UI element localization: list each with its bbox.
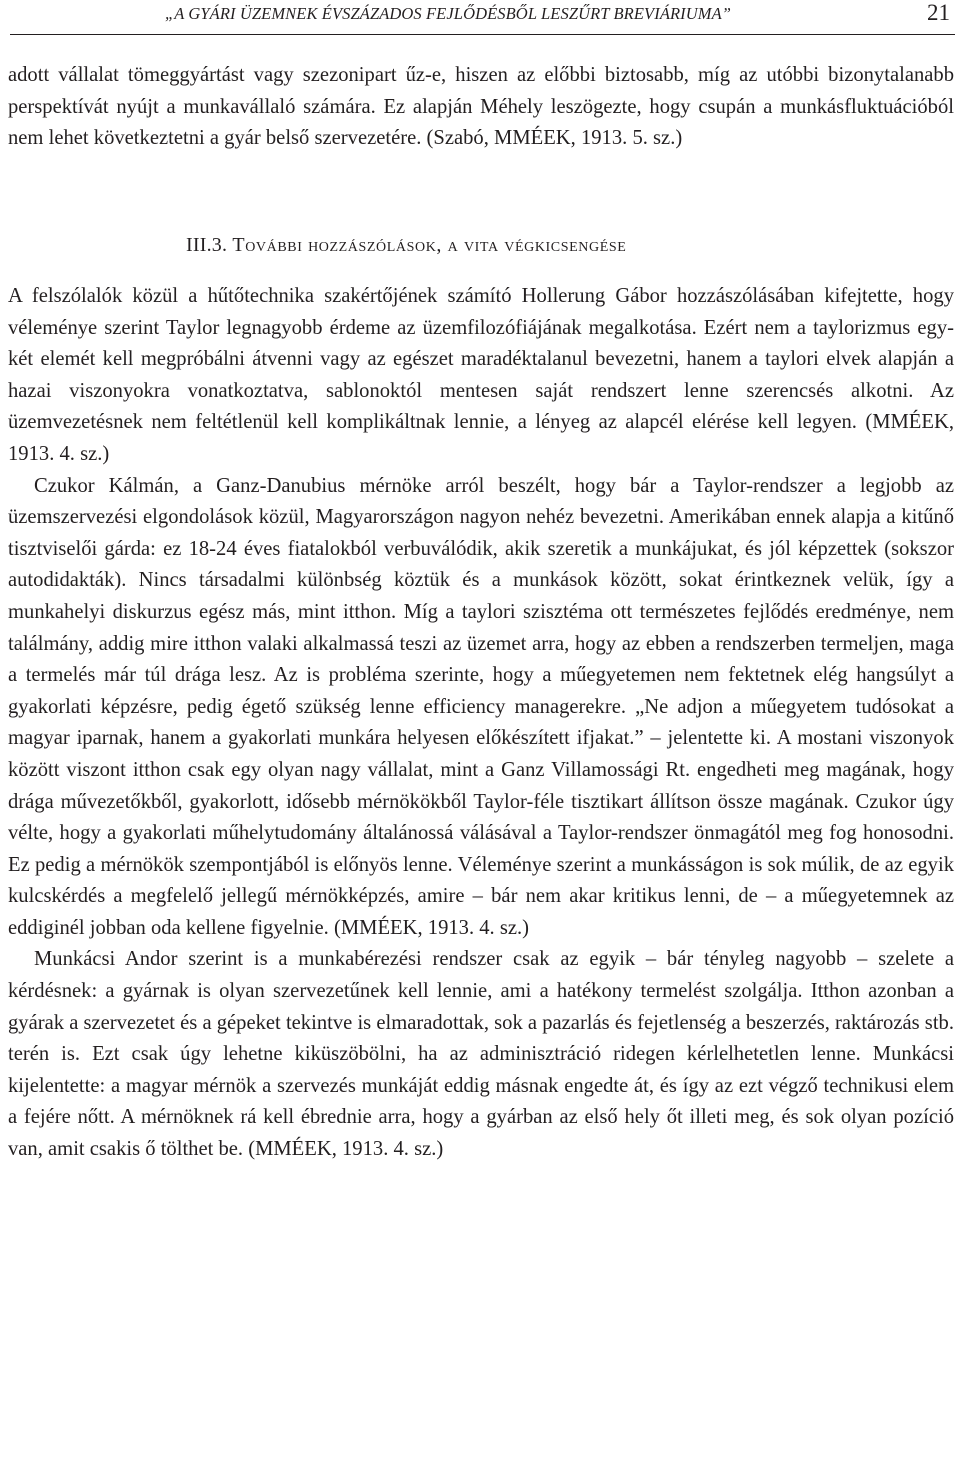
paragraph: Munkácsi Andor szerint is a munkabérezési rendszer csak az egyik – bár tényleg nagyobb – szelete a kérdésnek: a gyárnak is olyan szervezetűnek kell lennie, ami a hatékony termelést szolgálja. Itthon azonban a gyárak a szervezetet és a gépeket tekintve is elmaradottak, sok a pazarlás és fejetlenség a beszerzés, raktározás stb. terén is. Ezt csak úgy lehetne kiküszöbölni, ha az adminisztráció ridegen kérlelhetetlen lenne. Munkácsi kijelentette: a magyar mérnök a szervezés munkáját eddig másnak engedte át, és így az ezt végző technikusi elem a fejére nőtt. A mérnöknek rá kell ébrednie arra, hogy a gyárban az első hely őt illeti meg, és sok olyan pozíció van, amit csakis ő tölthet be. (MMÉEK, 1913. 4. sz.) xyxy=(8,948,954,1161)
header-rule xyxy=(10,34,955,35)
paragraph: Czukor Kálmán, a Ganz-Danubius mérnöke arról beszélt, hogy bár a Taylor-rendszer a legjobb az üzemszervezési elgondolások közül, Magyarországon nagyon nehéz bevezetni. Amerikában ennek alapja a kitűnő tisztviselői gárda: ez 18-24 éves fiatalokból verbuválódik, akik szeretik a munkájukat, és jól képzettek (sokszor autodidakták). Nincs társadalmi különbség köztük és a munkások között, sokat érintkeznek velük, így a munkahelyi diskurzus egész más, mint itthon. Míg a taylori szisztéma ott természetes fejlődés eredménye, nem találmány, addig mire itthon valaki alkalmassá teszi az üzemet arra, hogy az ebben a rendszerben termeljen, maga a termelés már túl drága lesz. Az is probléma szerinte, hogy a műegyetemen nem fektetnek elég hangsúlyt a gyakorlati képzésre, pedig égető szükség lenne efficiency managerekre. „Ne adjon a műegyetem tudósokat a magyar iparnak, hanem a gyakorlati munkára helyesen előkészített ifjakat.” – jelentette ki. A mostani viszonyok között viszont itthon csak egy olyan nagy vállalat, mint a Ganz Villamossági Rt. engedheti meg magának, hogy drága művezetőkből, gyakorlott, idősebb mérnökökből Taylor-féle tisztikart állítson össze magának. Czukor úgy vélte, hogy a gyakorlati műhelytudomány általánossá válásával a Taylor-rendszer önmagától meg fog honosodni. Ez pedig a mérnökök szempontjából is előnyös lenne. Véleménye szerint a munkásságon is sok múlik, de az egyik kulcskérdés a megfelelő jellegű mérnökképzés, amire – bár nem akar kritikus lenni, de – a műegyetemnek az eddiginél jobban oda kellene figyelnie. (MMÉEK, 1913. 4. sz.) xyxy=(8,474,954,939)
section-title: További hozzászólások, a vita végkicsengése xyxy=(232,234,627,256)
section-body xyxy=(8,281,954,1166)
page-header xyxy=(0,0,960,40)
intro-text xyxy=(8,60,954,155)
paragraph: A felszólalók közül a hűtőtechnika szakértőjének számító Hollerung Gábor hozzászólásában kifejtette, hogy véleménye szerint Taylor legnagyobb érdeme az üzemfilozófiájának megalkotása. Ezért nem a taylorizmus egy-két elemét kell megpróbálni átvenni vagy az egészet maradéktalanul bevezetni, hanem a taylori elvek alapján a hazai viszonyokra vonatkoztatva, sablonoktól mentesen saját rendszert lenne szerencsés alkotni. Az üzemvezetésnek nem feltétlenül kell komplikáltnak lennie, a lényeg az alapcél elérése kell legyen. (MMÉEK, 1913. 4. sz.) xyxy=(8,285,954,465)
section-number: III.3. xyxy=(186,234,228,256)
section-heading xyxy=(186,234,626,257)
intro-paragraph: adott vállalat tömeggyártást vagy szezonipart űz-e, hiszen az előbbi biztosabb, míg az utóbbi bizonytalanabb perspektívát nyújt a munkavállaló számára. Ez alapján Méhely leszögezte, hogy csupán a munkásfluktuációból nem lehet következtetni a gyár belső szervezetére. (Szabó, MMÉEK, 1913. 5. sz.) xyxy=(8,64,954,150)
page-number: 21 xyxy=(927,0,950,25)
running-head: „A GYÁRI ÜZEMNEK ÉVSZÁZADOS FEJLŐDÉSBŐL LESZŰRT BREVIÁRIUMA” xyxy=(165,4,732,23)
